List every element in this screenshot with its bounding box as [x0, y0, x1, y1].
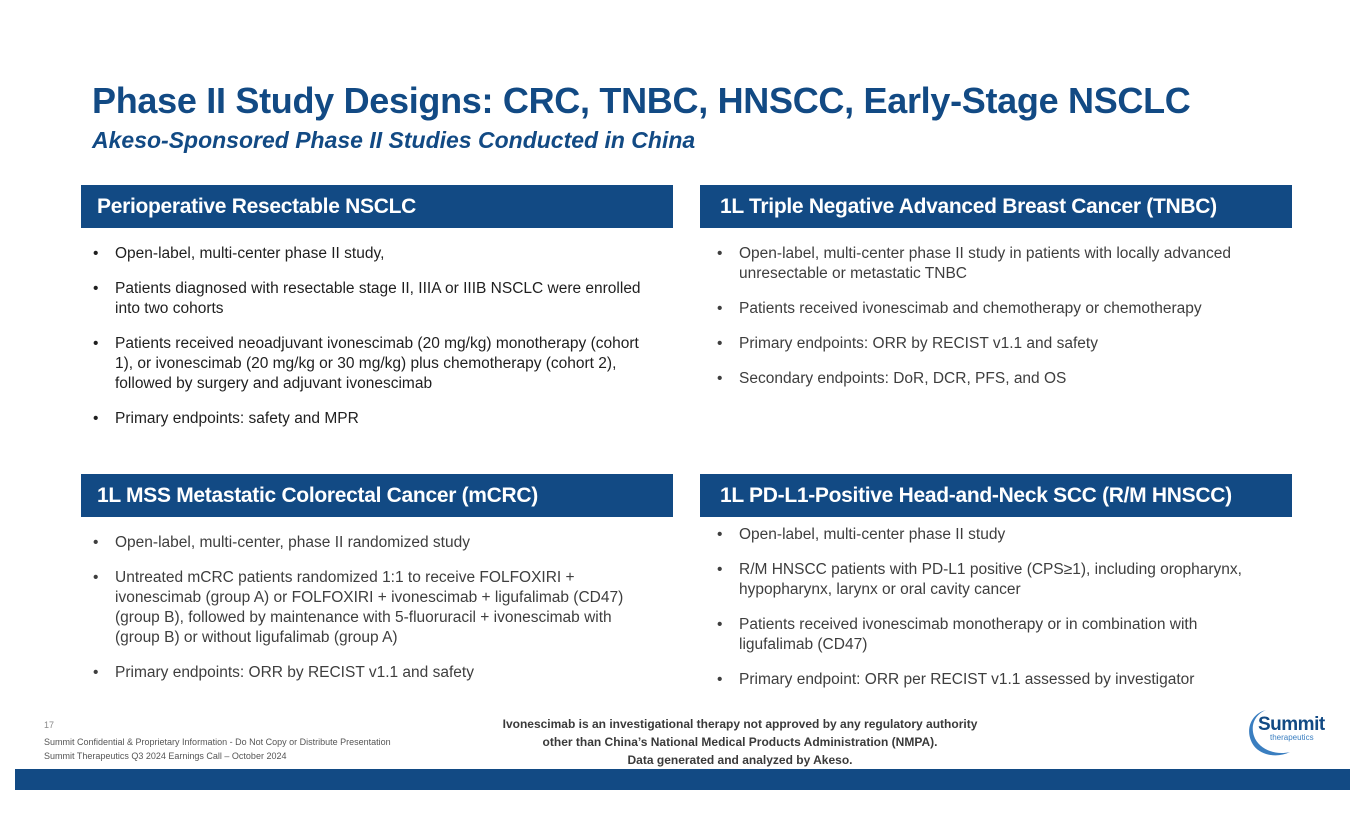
list-item: • Open-label, multi-center phase II study,	[87, 244, 652, 264]
list-item: • Patients diagnosed with resectable stage II, IIIA or IIIB NSCLC were enrolled into two cohorts	[87, 279, 652, 319]
section-header-hnscc: 1L PD-L1-Positive Head-and-Neck SCC (R/M HNSCC)	[700, 474, 1292, 517]
list-item: • Patients received neoadjuvant ivonescimab (20 mg/kg) monotherapy (cohort 1), or ivonescimab (20 mg/kg or 30 mg/kg) plus chemotherapy (cohort 2), followed by surgery and adjuvant ivonescimab	[87, 334, 652, 394]
disclaimer-line: other than China’s National Medical Products Administration (NMPA).	[542, 735, 938, 749]
list-item: • Open-label, multi-center phase II study in patients with locally advanced unresectable or metastatic TNBC	[711, 244, 1311, 284]
bullet-list-mcrc	[87, 533, 652, 698]
disclaimer-line: Ivonescimab is an investigational therapy not approved by any regulatory authority	[502, 717, 978, 731]
list-item: • Primary endpoints: ORR by RECIST v1.1 and safety	[87, 663, 652, 683]
footer-bar	[15, 769, 1350, 790]
page-number: 17	[44, 720, 55, 730]
list-item: • Primary endpoints: safety and MPR	[87, 409, 652, 429]
section-header-tnbc: 1L Triple Negative Advanced Breast Cancer (TNBC)	[700, 185, 1292, 228]
bullet-list-tnbc	[711, 244, 1311, 404]
logo-wordmark: Summit	[1258, 714, 1325, 735]
list-item: • Secondary endpoints: DoR, DCR, PFS, and OS	[711, 369, 1311, 389]
bullet-list-nsclc	[87, 244, 652, 444]
list-item: • R/M HNSCC patients with PD-L1 positive (CPS≥1), including oropharynx, hypopharynx, larynx or oral cavity cancer	[711, 560, 1271, 600]
logo-tagline: therapeutics	[1270, 733, 1314, 742]
disclaimer-line: Data generated and analyzed by Akeso.	[627, 753, 853, 767]
regulatory-disclaimer	[470, 715, 1010, 769]
list-item: • Untreated mCRC patients randomized 1:1 to receive FOLFOXIRI + ivonescimab (group A) or FOLFOXIRI + ivonescimab + ligufalimab (CD47) (group B), followed by maintenance with 5-fluoruracil + ivonescimab with (group B) or without ligufalimab (group A)	[87, 568, 652, 648]
section-header-nsclc: Perioperative Resectable NSCLC	[81, 185, 673, 228]
slide-title: Phase II Study Designs: CRC, TNBC, HNSCC, Early-Stage NSCLC	[92, 80, 1191, 121]
confidential-notice: Summit Confidential & Proprietary Information - Do Not Copy or Distribute Presentation	[44, 737, 391, 747]
slide-subtitle: Akeso-Sponsored Phase II Studies Conducted in China	[92, 127, 696, 153]
list-item: • Open-label, multi-center, phase II randomized study	[87, 533, 652, 553]
bullet-list-hnscc	[711, 525, 1271, 705]
list-item: • Patients received ivonescimab monotherapy or in combination with ligufalimab (CD47)	[711, 615, 1271, 655]
event-caption: Summit Therapeutics Q3 2024 Earnings Call – October 2024	[44, 751, 287, 761]
list-item: • Primary endpoint: ORR per RECIST v1.1 assessed by investigator	[711, 670, 1271, 690]
list-item: • Patients received ivonescimab and chemotherapy or chemotherapy	[711, 299, 1311, 319]
section-header-mcrc: 1L MSS Metastatic Colorectal Cancer (mCRC)	[81, 474, 673, 517]
list-item: • Open-label, multi-center phase II study	[711, 525, 1271, 545]
summit-logo	[1244, 706, 1328, 758]
list-item: • Primary endpoints: ORR by RECIST v1.1 and safety	[711, 334, 1311, 354]
